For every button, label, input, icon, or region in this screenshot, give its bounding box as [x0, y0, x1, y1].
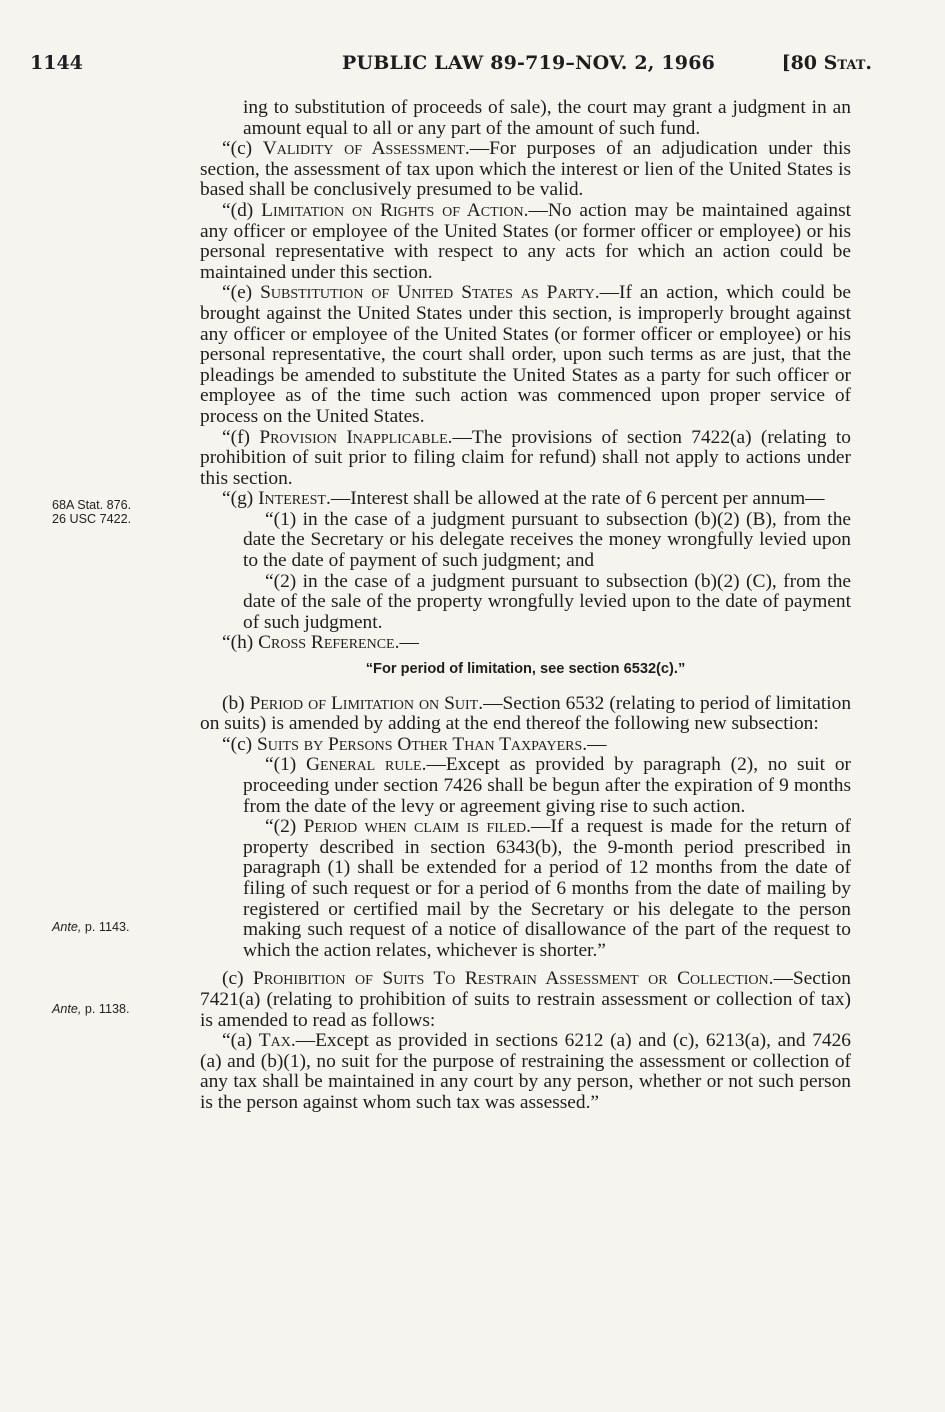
paragraph-lead: “(1): [265, 754, 297, 776]
paragraph-text: —If a request is made for the return of property described in section 6343(b), the 9-month period prescribed in paragraph (1) shall be extended for a period of 12 months from the date of filing of such request or for a period of 6 months from the date of mailing by registered or certified mail by the Secretary or his delegate to the person making such request of a notice of disallowance of the part of the request to which the action relates, whichever is shorter.”: [243, 816, 851, 961]
paragraph-heading: Validity of Assessment.: [262, 138, 470, 160]
paragraph-interest: [200, 489, 851, 510]
paragraph-heading: Limitation on Rights of Action.: [261, 199, 529, 221]
paragraph-heading: Period when claim is filed.: [303, 816, 531, 838]
law-text-body: [200, 98, 851, 1114]
paragraph-heading: Prohibition of Suits To Restrain Assessment or Collection.: [253, 968, 774, 990]
page-header: [30, 52, 872, 82]
paragraph-suits-by-persons: [200, 735, 851, 756]
paragraph-period-of-limitation: [200, 694, 851, 735]
paragraph-lead: (b): [222, 692, 245, 714]
margin-note-ante: Ante,: [52, 1002, 82, 1016]
margin-note-ante-1138: [52, 1002, 130, 1016]
paragraph-heading: Substitution of United States as Party.: [260, 282, 600, 304]
paragraph-text: —: [587, 733, 607, 755]
paragraph-text: —Section 7421(a) (relating to prohibition of suits to restrain assessment or collection of tax) is amended to read as follows:: [200, 968, 851, 1031]
paragraph-lead: “(e): [222, 282, 253, 304]
paragraph-limitation-on-rights: [200, 201, 851, 283]
paragraph-heading: Provision Inapplicable.: [259, 426, 453, 448]
paragraph-text: —For purposes of an adjudication under this section, the assessment of tax upon which the interest or lien of the United States is based shall be conclusively presumed to be valid.: [200, 138, 851, 201]
paragraph-provision-inapplicable: [200, 428, 851, 490]
margin-note-line: 68A Stat. 876.: [52, 498, 132, 512]
paragraph-general-rule: [243, 755, 851, 817]
paragraph-heading: Suits by Persons Other Than Taxpayers.: [257, 733, 588, 755]
running-title: PUBLIC LAW 89-719–NOV. 2, 1966: [342, 52, 716, 74]
paragraph-tax: [200, 1031, 851, 1113]
paragraph-text: —If an action, which could be brought against the United States under this section, is improperly brought against any officer or employee of the United States (or former officer or employee) or his personal representative, the court shall order, upon such terms as are just, that the pleadings be amended to substitute the United States as a party for such officer or employee as of the time such action was commenced upon proper service of process on the United States.: [200, 282, 851, 427]
paragraph-lead: “(d): [222, 199, 254, 221]
margin-note-ante-1143: [52, 920, 130, 934]
paragraph-heading: Period of Limitation on Suit.: [249, 692, 484, 714]
paragraph-continuation: ing to substitution of proceeds of sale), the court may grant a judgment in an amount equal to all or any part of the amount of such fund.: [243, 97, 851, 139]
statute-volume-number: [80: [781, 52, 818, 74]
paragraph-heading: General rule.: [306, 754, 427, 776]
margin-note-68a-stat: [52, 498, 131, 526]
paragraph-lead: “(g): [222, 488, 254, 510]
paragraph-lead: “(c): [222, 138, 253, 160]
paragraph-text: —No action may be maintained against any officer or employee of the United States (or former officer or employee) or his personal representative with respect to any acts for which an action could be maintained under this section.: [200, 199, 851, 283]
paragraph-period-when-claim-filed: [243, 817, 851, 961]
paragraph-heading: Tax.: [258, 1030, 296, 1052]
paragraph-text: —: [399, 632, 419, 654]
paragraph-text: —Section 6532 (relating to period of limitation on suits) is amended by adding at the end thereof the following new subsection:: [200, 692, 852, 735]
margin-note-ante: Ante,: [52, 920, 82, 934]
paragraph-lead: “(c): [222, 733, 253, 755]
paragraph-prohibition-of-suits: [200, 969, 851, 1031]
statute-volume-word: Stat.: [823, 52, 872, 74]
paragraph-interest-clause-2: “(2) in the case of a judgment pursuant to subsection (b)(2) (C), from the date of the sale of the property wrongfully levied upon to the date of payment of such judgment.: [243, 570, 851, 633]
statute-volume: [782, 52, 872, 74]
paragraph-text: —Interest shall be allowed at the rate of 6 percent per annum—: [330, 488, 825, 510]
paragraph-heading: Interest.: [258, 488, 331, 510]
paragraph-text: —The provisions of section 7422(a) (relating to prohibition of suit prior to filing claim for refund) shall not apply to actions under this section.: [200, 426, 851, 489]
paragraph-lead: “(f): [222, 426, 250, 448]
paragraph-interest-clause-1: “(1) in the case of a judgment pursuant to subsection (b)(2) (B), from the date the Secretary or his delegate receives the money wrongfully levied upon to the date of payment of such judgment; and: [243, 508, 851, 572]
paragraph-lead: (c): [222, 968, 244, 990]
page-number: 1144: [30, 52, 83, 74]
cross-reference-note: “For period of limitation, see section 6532(c).”: [365, 661, 686, 678]
paragraph-text: —Except as provided by paragraph (2), no suit or proceeding under section 7426 shall be begun after the expiration of 9 months from the date of the levy or agreement giving rise to such action.: [243, 754, 851, 817]
paragraph-substitution-of-us: [200, 283, 851, 427]
paragraph-validity-of-assessment: [200, 139, 851, 201]
paragraph-cross-reference: [200, 633, 851, 654]
margin-note-line: 26 USC 7422.: [52, 512, 132, 526]
margin-note-page: p. 1138.: [84, 1002, 130, 1016]
paragraph-lead: “(a): [222, 1030, 253, 1052]
paragraph-text: —Except as provided in sections 6212 (a) and (c), 6213(a), and 7426 (a) and (b)(1), no suit for the purpose of restraining the assessment or collection of any tax shall be maintained in any court by any person, whether or not such person is the person against whom such tax was assessed.”: [200, 1030, 851, 1113]
paragraph-lead: “(h): [222, 632, 254, 654]
margin-note-page: p. 1143.: [84, 920, 130, 934]
paragraph-heading: Cross Reference.: [258, 632, 400, 654]
paragraph-lead: “(2): [265, 816, 297, 838]
